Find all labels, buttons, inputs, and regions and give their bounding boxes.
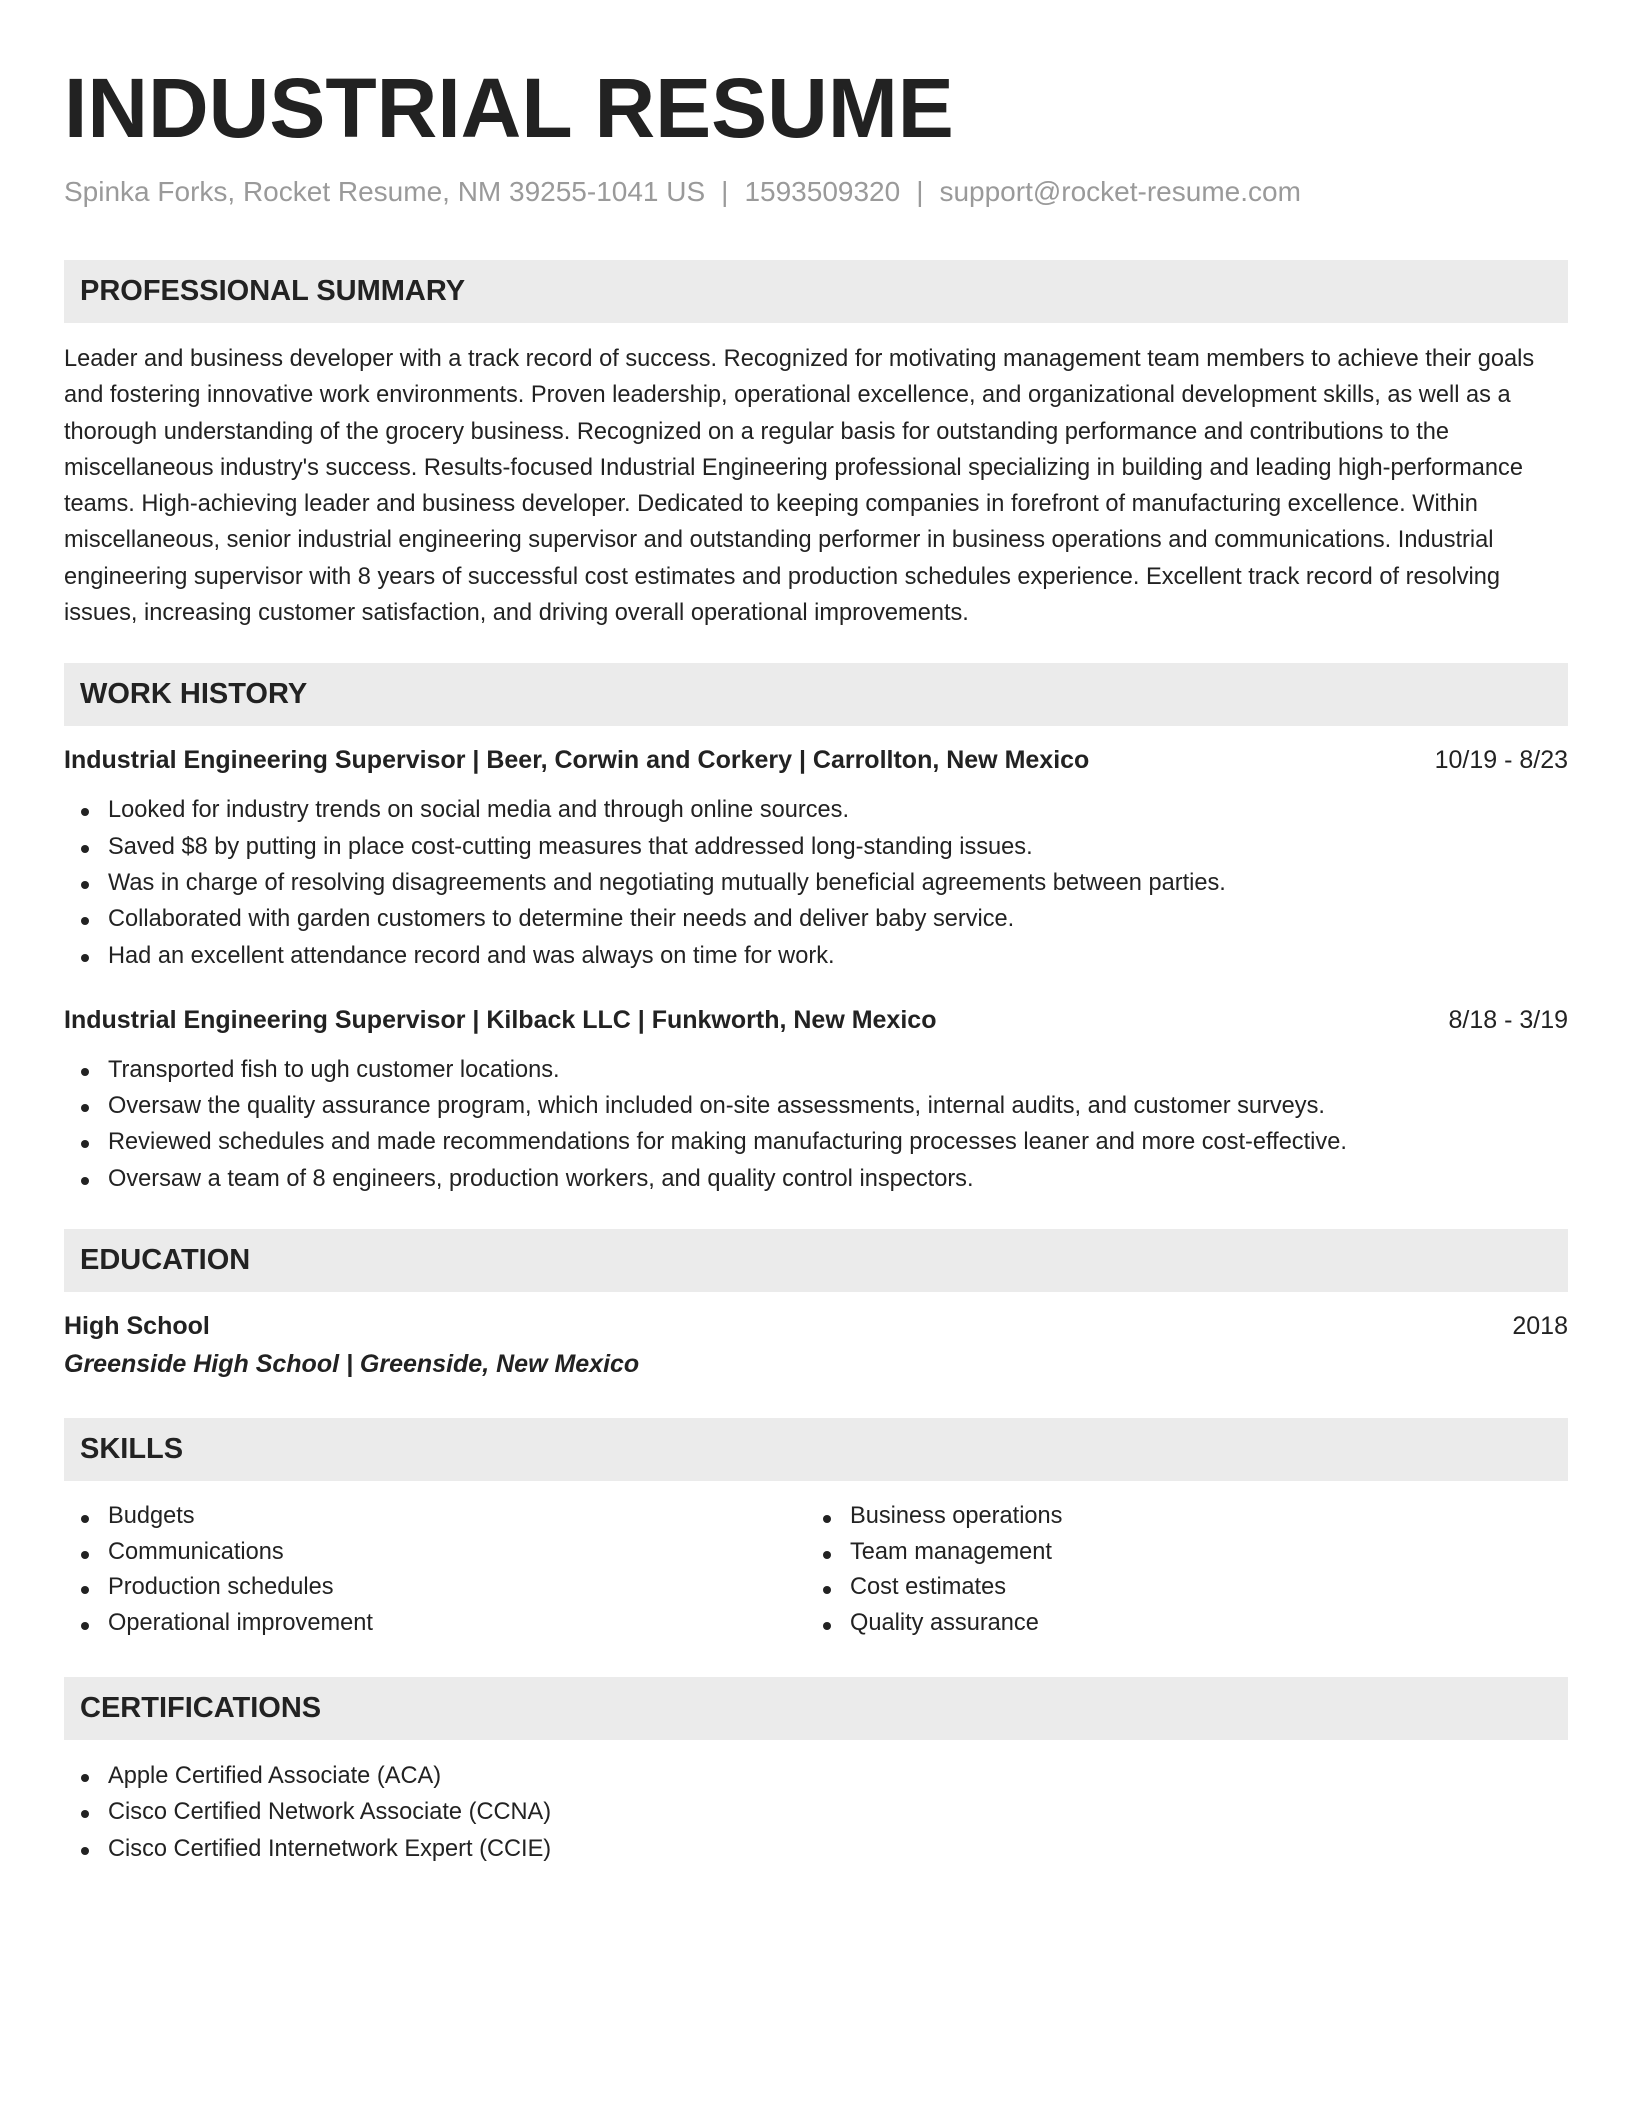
- list-item: Budgets: [64, 1499, 806, 1535]
- list-item: Oversaw the quality assurance program, which included on-site assessments, internal audits, and customer surveys.: [64, 1088, 1568, 1124]
- list-item: Reviewed schedules and made recommendations for making manufacturing processes leaner and more cost-effective.: [64, 1124, 1568, 1160]
- contact-email: support@rocket-resume.com: [939, 176, 1301, 207]
- job-dates: 10/19 - 8/23: [1434, 746, 1568, 775]
- section-heading-work-history: WORK HISTORY: [64, 663, 1568, 726]
- job-header: [64, 1004, 1568, 1036]
- list-item: Transported fish to ugh customer locations.: [64, 1052, 1568, 1088]
- contact-separator: |: [721, 176, 729, 207]
- certifications-list: [64, 1758, 1568, 1867]
- list-item: Communications: [64, 1535, 806, 1571]
- list-item: Operational improvement: [64, 1606, 806, 1642]
- contact-address: Spinka Forks, Rocket Resume, NM 39255-1041 US: [64, 176, 706, 207]
- contact-line: [64, 174, 1568, 210]
- section-heading-skills: SKILLS: [64, 1418, 1568, 1481]
- list-item: Oversaw a team of 8 engineers, production workers, and quality control inspectors.: [64, 1161, 1568, 1197]
- job-bullet-list: [64, 1052, 1568, 1197]
- job-title: Industrial Engineering Supervisor | Kilback LLC | Funkworth, New Mexico: [64, 1005, 937, 1034]
- contact-phone: 1593509320: [744, 176, 901, 207]
- skills-column-left: [64, 1499, 806, 1641]
- skills-list: [64, 1499, 806, 1641]
- list-item: Apple Certified Associate (ACA): [64, 1758, 1568, 1794]
- resume-name: INDUSTRIAL RESUME: [64, 61, 954, 155]
- list-item: Collaborated with garden customers to determine their needs and deliver baby service.: [64, 901, 1568, 937]
- list-item: Cisco Certified Internetwork Expert (CCIE): [64, 1831, 1568, 1867]
- education-year: 2018: [1512, 1312, 1568, 1341]
- list-item: Was in charge of resolving disagreements and negotiating mutually beneficial agreements between parties.: [64, 865, 1568, 901]
- education-degree: High School: [64, 1312, 210, 1341]
- skills-column-right: [806, 1499, 1548, 1641]
- list-item: Production schedules: [64, 1570, 806, 1606]
- list-item: Cisco Certified Network Associate (CCNA): [64, 1794, 1568, 1830]
- skills-grid: [64, 1499, 1568, 1641]
- section-heading-education: EDUCATION: [64, 1229, 1568, 1292]
- summary-paragraph: Leader and business developer with a track record of success. Recognized for motivating management team members to achieve their goals and fostering innovative work environments. Proven leadership, operational excellence, and organizational development skills, as well as a thorough understanding of the grocery business. Recognized on a regular basis for outstanding performance and contributions to the miscellaneous industry's success. Results-focused Industrial Engineering professional specializing in building and leading high-performance teams. High-achieving leader and business developer. Dedicated to keeping companies in forefront of manufacturing excellence. Within miscellaneous, senior industrial engineering supervisor and outstanding performer in business operations and communications. Industrial engineering supervisor with 8 years of successful cost estimates and production schedules experience. Excellent track record of resolving issues, increasing customer satisfaction, and driving overall operational improvements.: [64, 346, 1535, 627]
- section-heading-summary: PROFESSIONAL SUMMARY: [64, 260, 1568, 323]
- job-bullet-list: [64, 792, 1568, 973]
- education-school: Greenside High School | Greenside, New Mexico: [64, 1350, 640, 1379]
- job-header: [64, 744, 1568, 776]
- list-item: Quality assurance: [806, 1606, 1548, 1642]
- job-dates: 8/18 - 3/19: [1448, 1005, 1568, 1034]
- skills-list: [806, 1499, 1548, 1641]
- contact-separator: |: [916, 176, 924, 207]
- list-item: Team management: [806, 1535, 1548, 1571]
- list-item: Looked for industry trends on social media and through online sources.: [64, 792, 1568, 828]
- education-header: [64, 1310, 1568, 1342]
- list-item: Cost estimates: [806, 1570, 1548, 1606]
- job-title: Industrial Engineering Supervisor | Beer, Corwin and Corkery | Carrollton, New Mexico: [64, 746, 1090, 775]
- section-heading-certifications: CERTIFICATIONS: [64, 1677, 1568, 1740]
- list-item: Business operations: [806, 1499, 1548, 1535]
- list-item: Saved $8 by putting in place cost-cutting measures that addressed long-standing issues.: [64, 829, 1568, 865]
- list-item: Had an excellent attendance record and was always on time for work.: [64, 938, 1568, 974]
